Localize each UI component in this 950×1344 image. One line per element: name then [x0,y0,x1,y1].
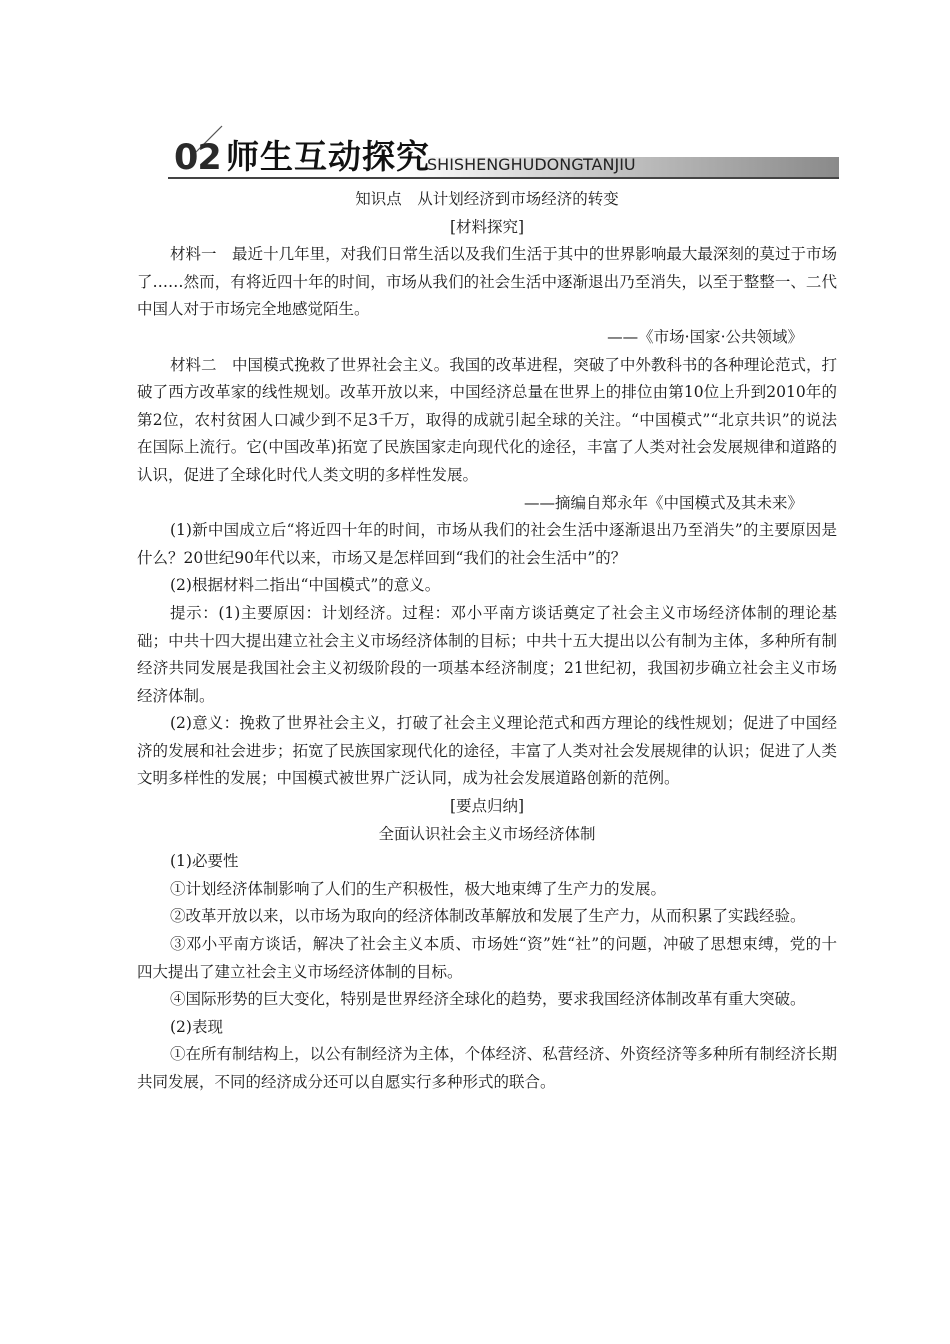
answer-two: (2)意义：挽救了世界社会主义，打破了社会主义理论范式和西方理论的线性规划；促进了中国经济的发展和社会进步；拓宽了民族国家现代化的途径，丰富了人类对社会发展规律的认识；促进了人类文明多样性的发展；中国模式被世界广泛认同，成为社会发展道路创新的范例。 [137,714,837,788]
section-pinyin: SHISHENGHUDONGTANJIU [427,155,636,174]
summary-title: 全面认识社会主义市场经济体制 [378,824,596,843]
material-two-source: ——摘编自郑永年《中国模式及其未来》 [523,493,803,512]
banner-underline [168,177,839,179]
section-heading: 师生互动探究 [226,137,430,176]
necessity-item: ③邓小平南方谈话，解决了社会主义本质、市场姓“资”姓“社”的问题，冲破了思想束缚，党的十四大提出了建立社会主义市场经济体制的目标。 [137,935,837,981]
necessity-item: ①计划经济体制影响了人们的生产积极性，极大地束缚了生产力的发展。 [170,879,667,898]
summary-heading: [要点归纳] [449,797,525,816]
material-heading: [材料探究] [449,217,525,236]
necessity-item: ②改革开放以来，以市场为取向的经济体制改革解放和发展了生产力，从而积累了实践经验。 [170,907,806,926]
knowledge-point-title: 知识点 从计划经济到市场经济的转变 [355,190,619,208]
question-two: (2)根据材料二指出“中国模式”的意义。 [170,576,441,595]
material-two: 材料二 中国模式挽救了世界社会主义。我国的改革进程，突破了中外教科书的各种理论范式，打破了西方改革家的线性规划。改革开放以来，中国经济总量在世界上的排位由第10位上升到2010年的第2位，农村贫困人口减少到不足3千万，取得的成就引起全球的关注。“中国模式”“北京共识”的说法在国际上流行。它(中国改革)拓宽了民族国家走向现代化的途径，丰富了人类对社会发展规律和道路的认识，促进了全球化时代人类文明的多样性发展。 [137,355,837,484]
section-number: 02 [174,138,221,178]
document-body [137,186,837,1097]
necessity-item: ④国际形势的巨大变化，特别是世界经济全球化的趋势，要求我国经济体制改革有重大突破。 [170,990,806,1009]
performance-item: ①在所有制结构上，以公有制经济为主体，个体经济、私营经济、外资经济等多种所有制经济长期共同发展，不同的经济成分还可以自愿实行多种形式的联合。 [137,1045,837,1091]
performance-heading: (2)表现 [170,1017,223,1036]
question-one: (1)新中国成立后“将近四十年的时间，市场从我们的社会生活中逐渐退出乃至消失”的主要原因是什么？20世纪90年代以来，市场又是怎样回到“我们的社会生活中”的？ [137,521,837,567]
answer-one: 提示：(1)主要原因：计划经济。过程：邓小平南方谈话奠定了社会主义市场经济体制的理论基础；中共十四大提出建立社会主义市场经济体制的目标；中共十五大提出以公有制为主体，多种所有制经济共同发展是我国社会主义初级阶段的一项基本经济制度；21世纪初，我国初步确立社会主义市场经济体制。 [137,603,837,705]
material-one: 材料一 最近十几年里，对我们日常生活以及我们生活于其中的世界影响最大最深刻的莫过于市场了……然而，有将近四十年的时间，市场从我们的社会生活中逐渐退出乃至消失，以至于整整一、二代中国人对于市场完全地感觉陌生。 [137,245,837,319]
material-one-source: ——《市场·国家·公共领域》 [607,327,803,346]
section-banner [168,124,839,180]
necessity-heading: (1)必要性 [170,852,239,871]
